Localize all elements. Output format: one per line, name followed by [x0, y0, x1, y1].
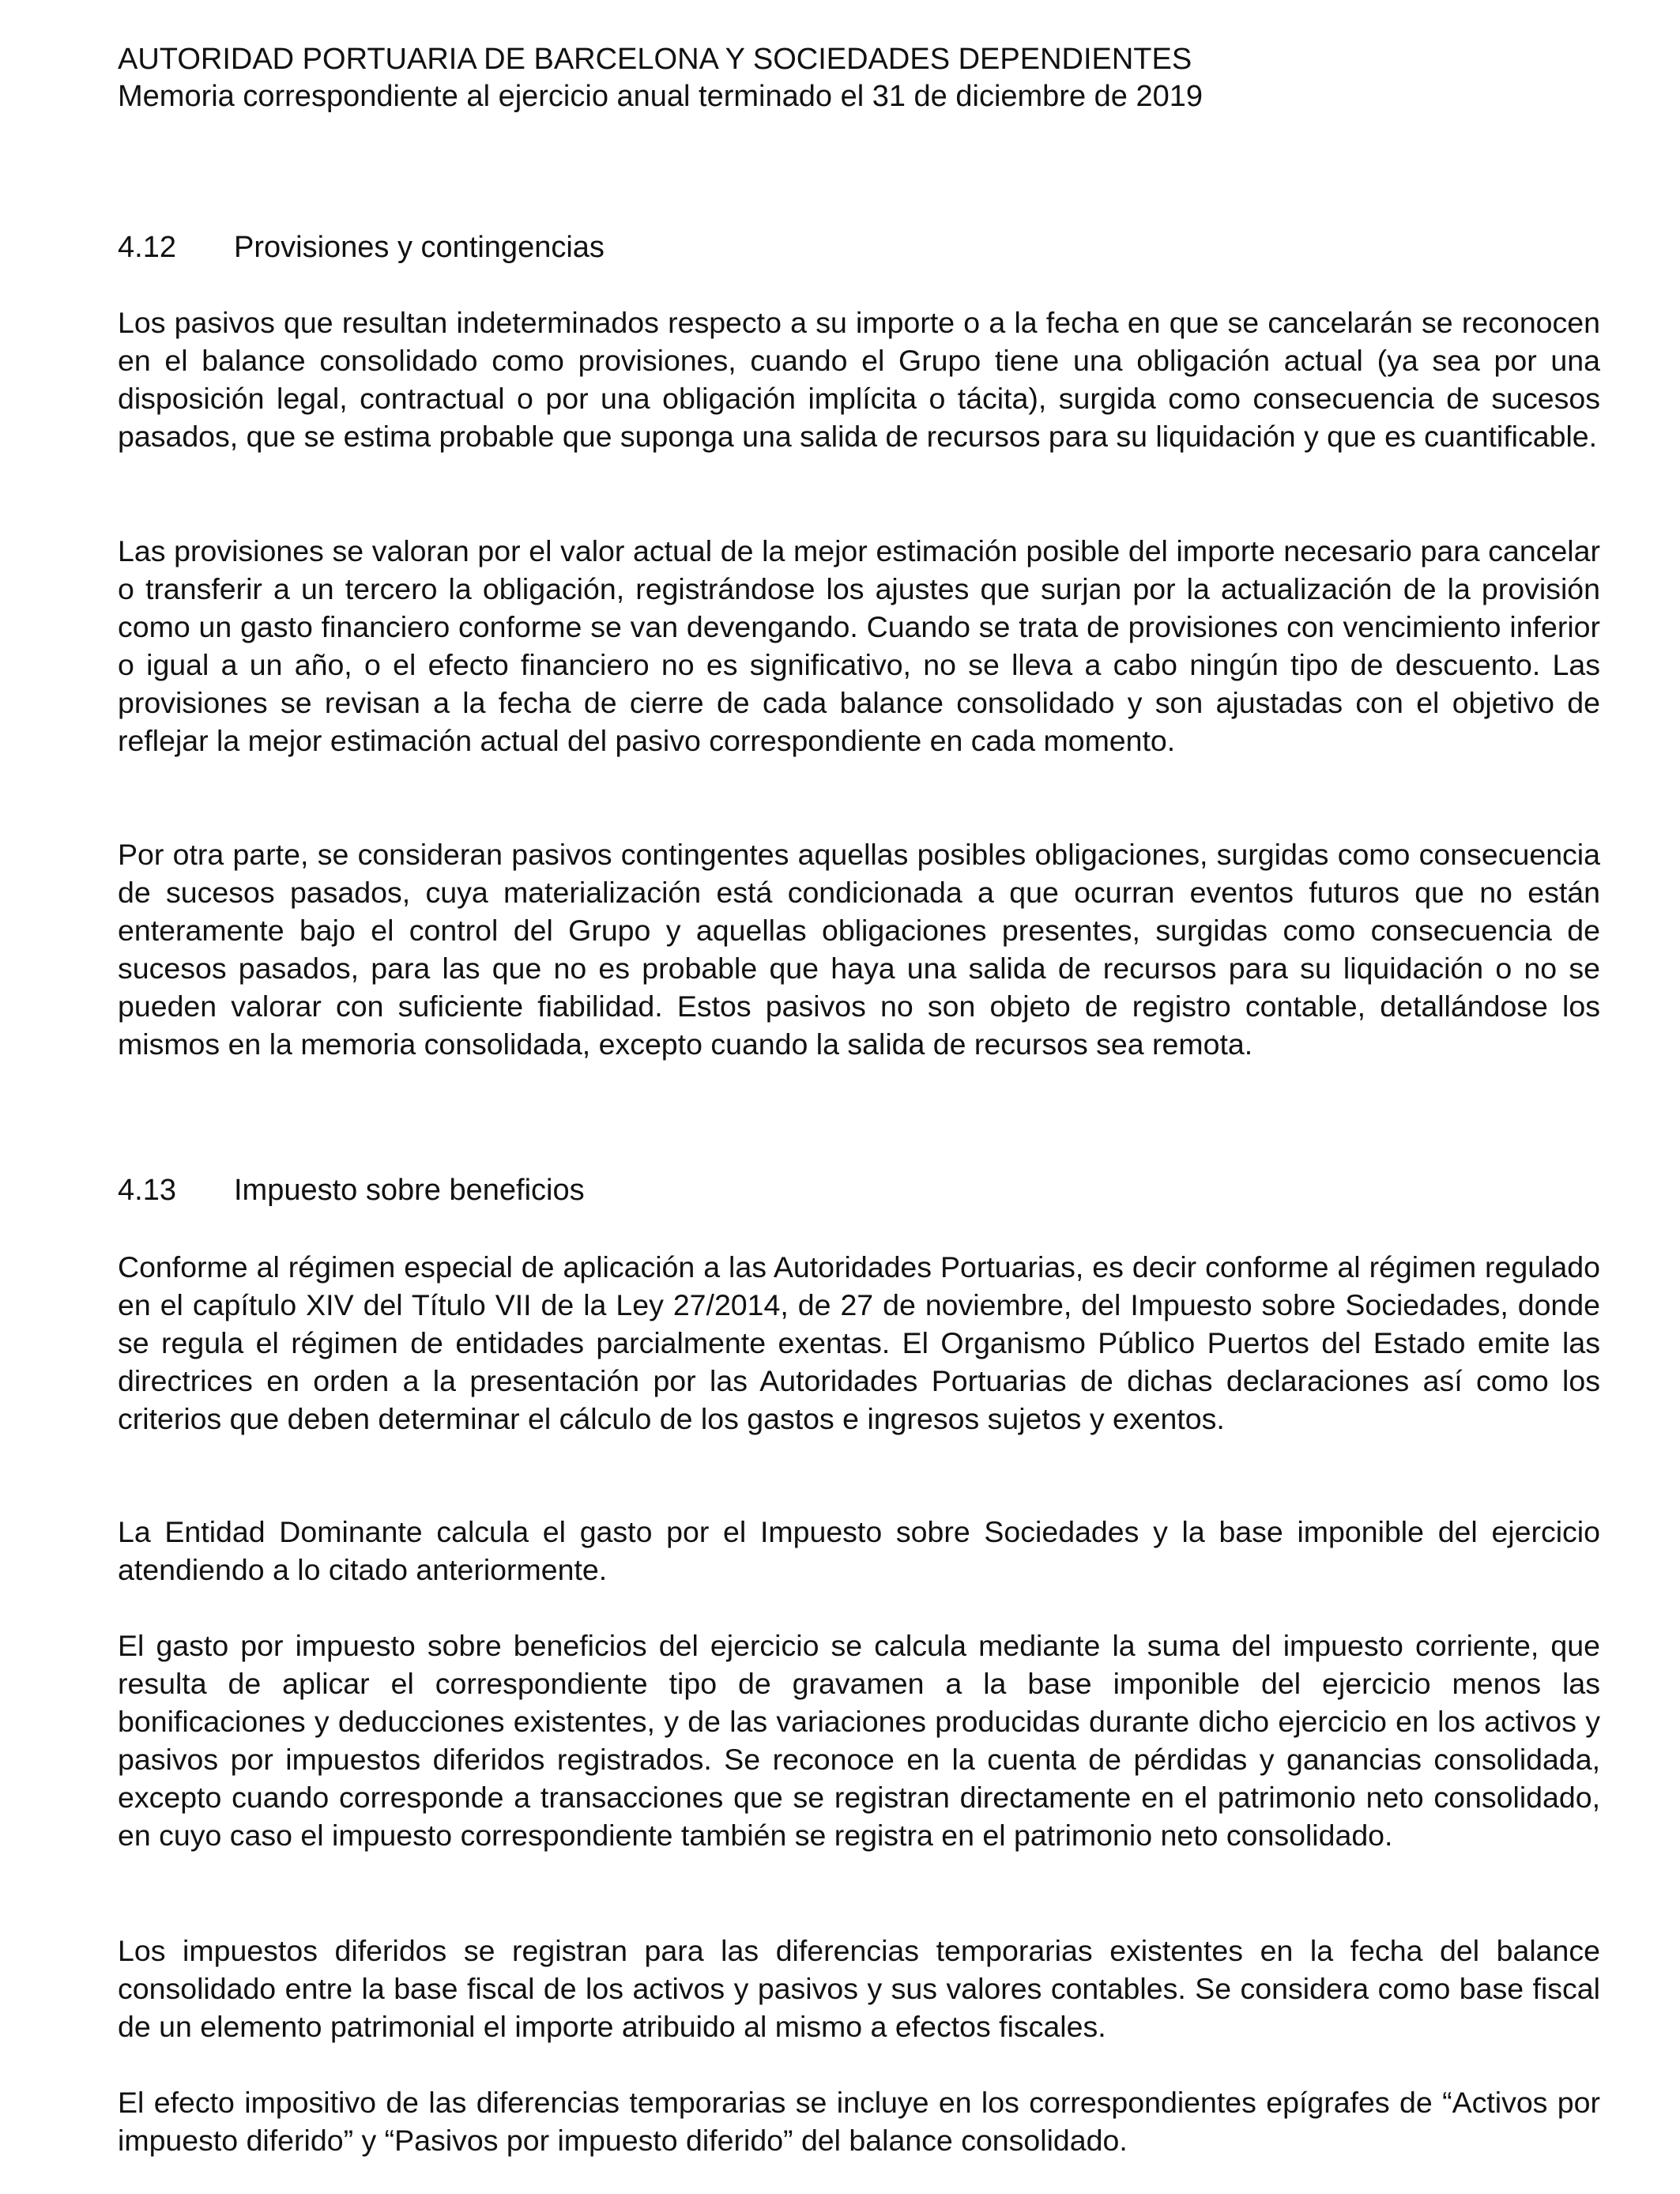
paragraph: El gasto por impuesto sobre beneficios del ejercicio se calcula mediante la suma del impuesto corriente, que resulta de aplicar el correspondiente tipo de gravamen a la base imponible del ejercicio menos las bonificaciones y deducciones existentes, y de las variaciones producidas durante dicho ejercicio en los activos y pasivos por impuestos diferidos registrados. Se reconoce en la cuenta de pérdidas y ganancias consolidada, excepto cuando corresponde a transacciones que se registran directamente en el patrimonio neto consolidado, en cuyo caso el impuesto correspondiente también se registra en el patrimonio neto consolidado.: [118, 1629, 1600, 1852]
section-heading: [118, 1172, 585, 1208]
section-number: 4.13: [118, 1174, 176, 1207]
paragraph: El efecto impositivo de las diferencias temporarias se incluye en los correspondientes epígrafes de “Activos por impuesto diferido” y “Pasivos por impuesto diferido” del balance consolidado.: [118, 2086, 1600, 2157]
section-title: Impuesto sobre beneficios: [234, 1174, 585, 1207]
paragraph: Conforme al régimen especial de aplicación a las Autoridades Portuarias, es decir conforme al régimen regulado en el capítulo XIV del Título VII de la Ley 27/2014, de 27 de noviembre, del Impuesto sobre Sociedades, donde se regula el régimen de entidades parcialmente exentas. El Organismo Público Puertos del Estado emite las directrices en orden a la presentación por las Autoridades Portuarias de dichas declaraciones así como los criterios que deben determinar el cálculo de los gastos e ingresos sujetos y exentos.: [118, 1250, 1600, 1435]
paragraph: La Entidad Dominante calcula el gasto por el Impuesto sobre Sociedades y la base imponible del ejercicio atendiendo a lo citado anteriormente.: [118, 1515, 1600, 1586]
header-title: AUTORIDAD PORTUARIA DE BARCELONA Y SOCIEDADES DEPENDIENTES: [118, 43, 1192, 76]
paragraph: Por otra parte, se consideran pasivos contingentes aquellas posibles obligaciones, surgidas como consecuencia de sucesos pasados, cuya materialización está condicionada a que ocurran eventos futuros que no están enteramente bajo el control del Grupo y aquellas obligaciones presentes, surgidas como consecuencia de sucesos pasados, para las que no es probable que haya una salida de recursos para su liquidación o no se pueden valorar con suficiente fiabilidad. Estos pasivos no son objeto de registro contable, detallándose los mismos en la memoria consolidada, excepto cuando la salida de recursos sea remota.: [118, 838, 1600, 1061]
section-title: Provisiones y contingencias: [234, 231, 605, 264]
header-subtitle: Memoria correspondiente al ejercicio anual terminado el 31 de diciembre de 2019: [118, 80, 1203, 113]
section-heading: [118, 229, 605, 266]
paragraph: Los impuestos diferidos se registran para las diferencias temporarias existentes en la fecha del balance consolidado entre la base fiscal de los activos y pasivos y sus valores contables. Se considera como base fiscal de un elemento patrimonial el importe atribuido al mismo a efectos fiscales.: [118, 1934, 1600, 2043]
paragraph: Las provisiones se valoran por el valor actual de la mejor estimación posible del importe necesario para cancelar o transferir a un tercero la obligación, registrándose los ajustes que surjan por la actualización de la provisión como un gasto financiero conforme se van devengando. Cuando se trata de provisiones con vencimiento inferior o igual a un año, o el efecto financiero no es significativo, no se lleva a cabo ningún tipo de descuento. Las provisiones se revisan a la fecha de cierre de cada balance consolidado y son ajustadas con el objetivo de reflejar la mejor estimación actual del pasivo correspondiente en cada momento.: [118, 534, 1600, 757]
section-number: 4.12: [118, 231, 176, 264]
paragraph: Los pasivos que resultan indeterminados respecto a su importe o a la fecha en que se cancelarán se reconocen en el balance consolidado como provisiones, cuando el Grupo tiene una obligación actual (ya sea por una disposición legal, contractual o por una obligación implícita o tácita), surgida como consecuencia de sucesos pasados, que se estima probable que suponga una salida de recursos para su liquidación y que es cuantificable.: [118, 306, 1600, 453]
